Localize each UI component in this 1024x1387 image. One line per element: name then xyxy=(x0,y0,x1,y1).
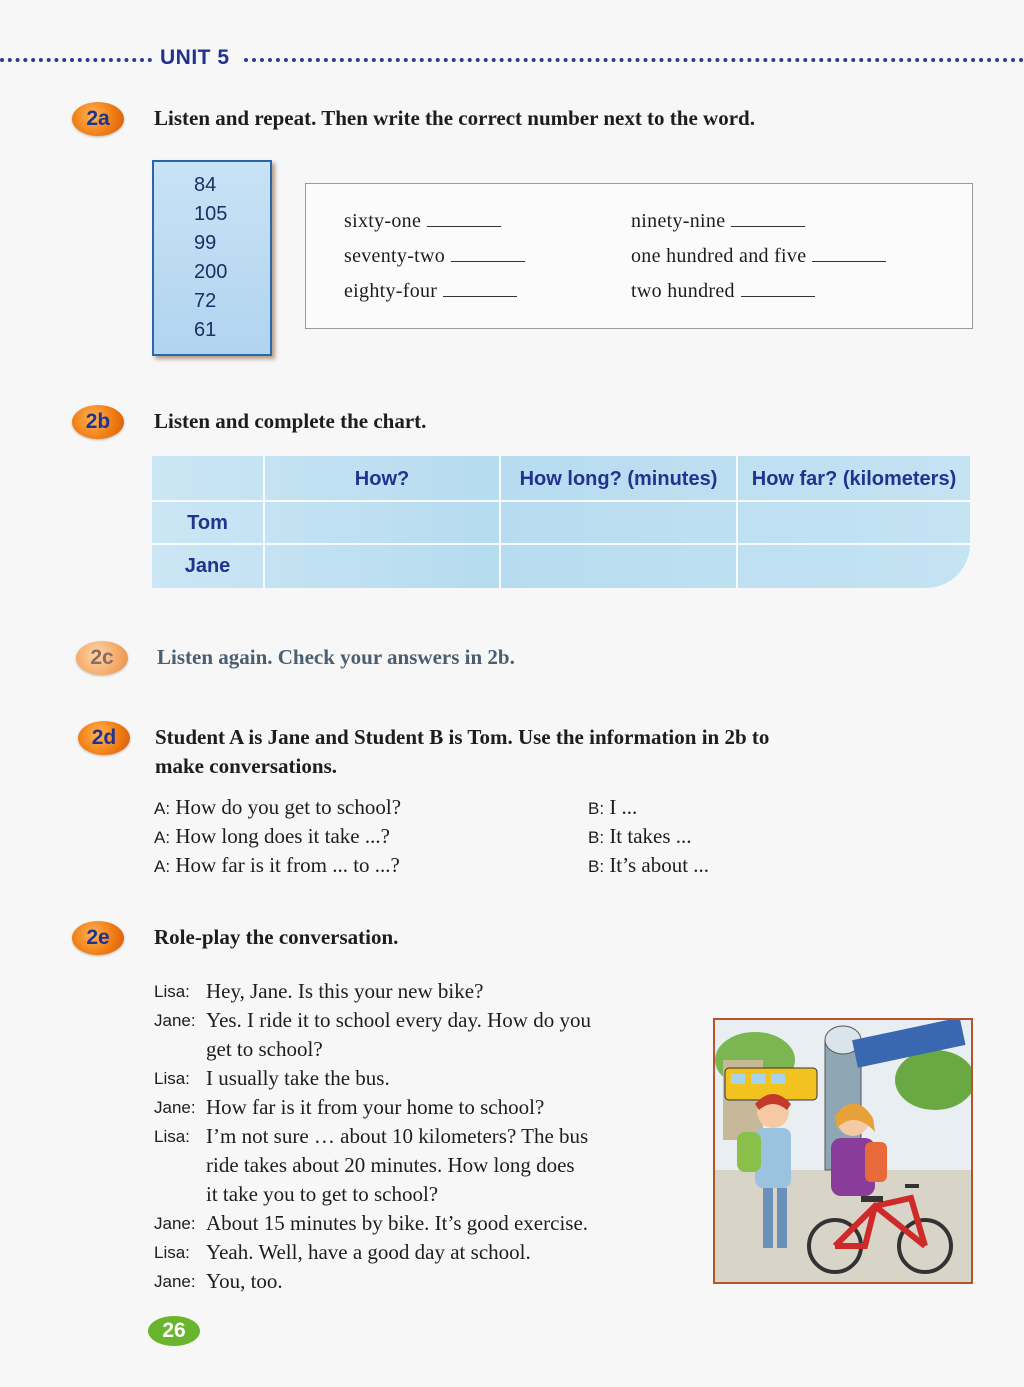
word-item: sixty-one xyxy=(344,210,501,233)
instruction-2e: Role-play the conversation. xyxy=(154,925,399,949)
speaker-name: Jane: xyxy=(154,1011,196,1030)
speaker-name: Jane: xyxy=(154,1098,196,1117)
chart-header: How? xyxy=(354,468,410,490)
prompt-a: A: How long does it take ...? xyxy=(154,824,390,848)
speaker-name: Jane: xyxy=(154,1272,196,1291)
prompt-b: B: It takes ... xyxy=(588,824,692,848)
speaker-name: Jane: xyxy=(154,1214,196,1233)
word-item: one hundred and five xyxy=(631,245,886,268)
number-words-box xyxy=(305,183,973,329)
chart-header: How far? (kilometers) xyxy=(751,468,957,490)
chart-row-label: Jane xyxy=(184,555,231,577)
number-list-box xyxy=(152,160,272,356)
speaker-name: Lisa: xyxy=(154,1243,190,1262)
instruction-2d-line1: Student A is Jane and Student B is Tom. Use the information in 2b to xyxy=(155,725,770,749)
travel-chart xyxy=(152,456,970,588)
word-item: eighty-four xyxy=(344,280,517,303)
speaker-name: Lisa: xyxy=(154,1069,190,1088)
section-badge-2b: 2b xyxy=(72,405,124,439)
number-item: 84 xyxy=(194,174,217,196)
answer-blank[interactable] xyxy=(731,226,805,227)
dotted-rule-left xyxy=(0,58,152,62)
page-number-badge: 26 xyxy=(148,1316,200,1346)
number-item: 99 xyxy=(194,232,217,254)
number-item: 105 xyxy=(194,203,228,225)
instruction-2a: Listen and repeat. Then write the correct number next to the word. xyxy=(154,106,755,130)
instruction-2d-line2: make conversations. xyxy=(155,754,337,778)
section-badge-2a: 2a xyxy=(72,102,124,136)
section-badge-2c: 2c xyxy=(76,641,128,675)
number-item: 72 xyxy=(194,290,217,312)
section-badge-2d: 2d xyxy=(78,721,130,755)
unit-title: UNIT 5 xyxy=(160,46,230,69)
instruction-2c: Listen again. Check your answers in 2b. xyxy=(157,645,515,669)
answer-blank[interactable] xyxy=(812,261,886,262)
answer-blank[interactable] xyxy=(451,261,525,262)
word-item: ninety-nine xyxy=(631,210,805,233)
instruction-2b: Listen and complete the chart. xyxy=(154,409,427,433)
prompt-a: A: How do you get to school? xyxy=(154,795,402,819)
dotted-rule-right xyxy=(244,58,1024,62)
unit-header xyxy=(0,46,1024,72)
answer-blank[interactable] xyxy=(741,296,815,297)
chart-header: How long? (minutes) xyxy=(519,468,718,490)
number-item: 61 xyxy=(194,319,217,341)
answer-blank[interactable] xyxy=(443,296,517,297)
word-item: two hundred xyxy=(631,280,815,303)
answer-blank[interactable] xyxy=(427,226,501,227)
section-badge-2e: 2e xyxy=(72,921,124,955)
prompt-b: B: It’s about ... xyxy=(588,853,710,877)
speaker-name: Lisa: xyxy=(154,1127,190,1146)
prompt-b: B: I ... xyxy=(588,795,638,819)
chart-row-label: Tom xyxy=(187,512,228,534)
prompt-a: A: How far is it from ... to ...? xyxy=(154,853,400,877)
students-with-bike-illustration xyxy=(713,1018,973,1284)
speaker-name: Lisa: xyxy=(154,982,190,1001)
word-item: seventy-two xyxy=(344,245,525,268)
number-item: 200 xyxy=(194,261,228,283)
